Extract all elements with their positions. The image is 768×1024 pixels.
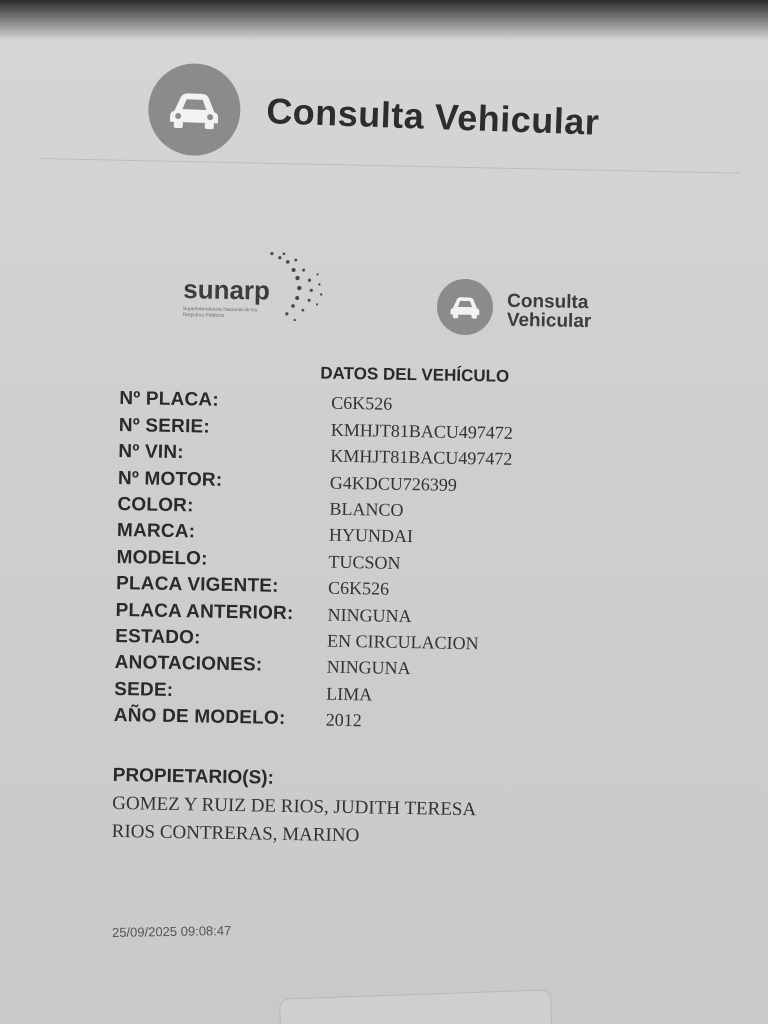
field-label: Nº PLACA: (119, 388, 220, 412)
field-label: AÑO DE MODELO: (113, 705, 286, 730)
car-badge (147, 62, 242, 157)
car-icon (164, 89, 225, 131)
page-edge-shadow (0, 0, 768, 40)
bottom-button[interactable] (279, 989, 553, 1024)
logo-row (178, 248, 640, 346)
field-label: Nº VIN: (118, 441, 184, 464)
page-title: Consulta Vehicular (265, 90, 600, 143)
sunarp-logo-text: sunarp (183, 274, 271, 306)
field-label: SEDE: (114, 678, 174, 701)
field-value: NINGUNA (327, 604, 412, 626)
owner-name: GOMEZ Y RUIZ DE RIOS, JUDITH TERESA (112, 793, 477, 821)
vehicle-data (112, 360, 680, 853)
section-title: DATOS DEL VEHÍCULO (320, 363, 510, 386)
field-value: C6K526 (331, 393, 393, 415)
owner-name: RIOS CONTRERAS, MARINO (111, 821, 360, 847)
field-label: PLACA ANTERIOR: (115, 599, 294, 624)
logo-line-2: Vehicular (506, 309, 592, 333)
field-label: ANOTACIONES: (114, 652, 263, 676)
car-icon (447, 295, 483, 320)
owners-label: PROPIETARIO(S): (112, 765, 275, 789)
field-value: LIMA (326, 683, 373, 705)
field-label: ESTADO: (114, 625, 201, 649)
field-value: TUCSON (328, 551, 401, 573)
field-value: C6K526 (327, 577, 390, 599)
field-value: BLANCO (329, 498, 404, 520)
timestamp: 25/09/2025 09:08:47 (111, 922, 232, 941)
logo-line-1: Consulta (506, 290, 589, 314)
field-value: EN CIRCULACION (326, 630, 479, 654)
sunarp-rays-icon (261, 247, 342, 328)
field-value: KMHJT81BACU497472 (330, 419, 513, 443)
field-label: COLOR: (117, 493, 194, 517)
consulta-vehicular-logo (507, 292, 592, 331)
field-value: KMHJT81BACU497472 (330, 445, 513, 470)
field-label: MARCA: (116, 520, 196, 543)
field-value: 2012 (325, 709, 362, 731)
field-label: MODELO: (116, 546, 208, 570)
page-header (147, 62, 750, 173)
field-value: HYUNDAI (328, 525, 414, 547)
field-value: G4KDCU726399 (329, 472, 458, 495)
field-label: PLACA VIGENTE: (115, 573, 279, 597)
sunarp-logo-subtitle: Superintendencia Nacional de los Registros Públicos (182, 306, 258, 319)
field-value: NINGUNA (326, 656, 411, 679)
field-label: Nº SERIE: (118, 414, 211, 438)
car-badge-small (437, 278, 494, 335)
field-label: Nº MOTOR: (117, 467, 223, 491)
